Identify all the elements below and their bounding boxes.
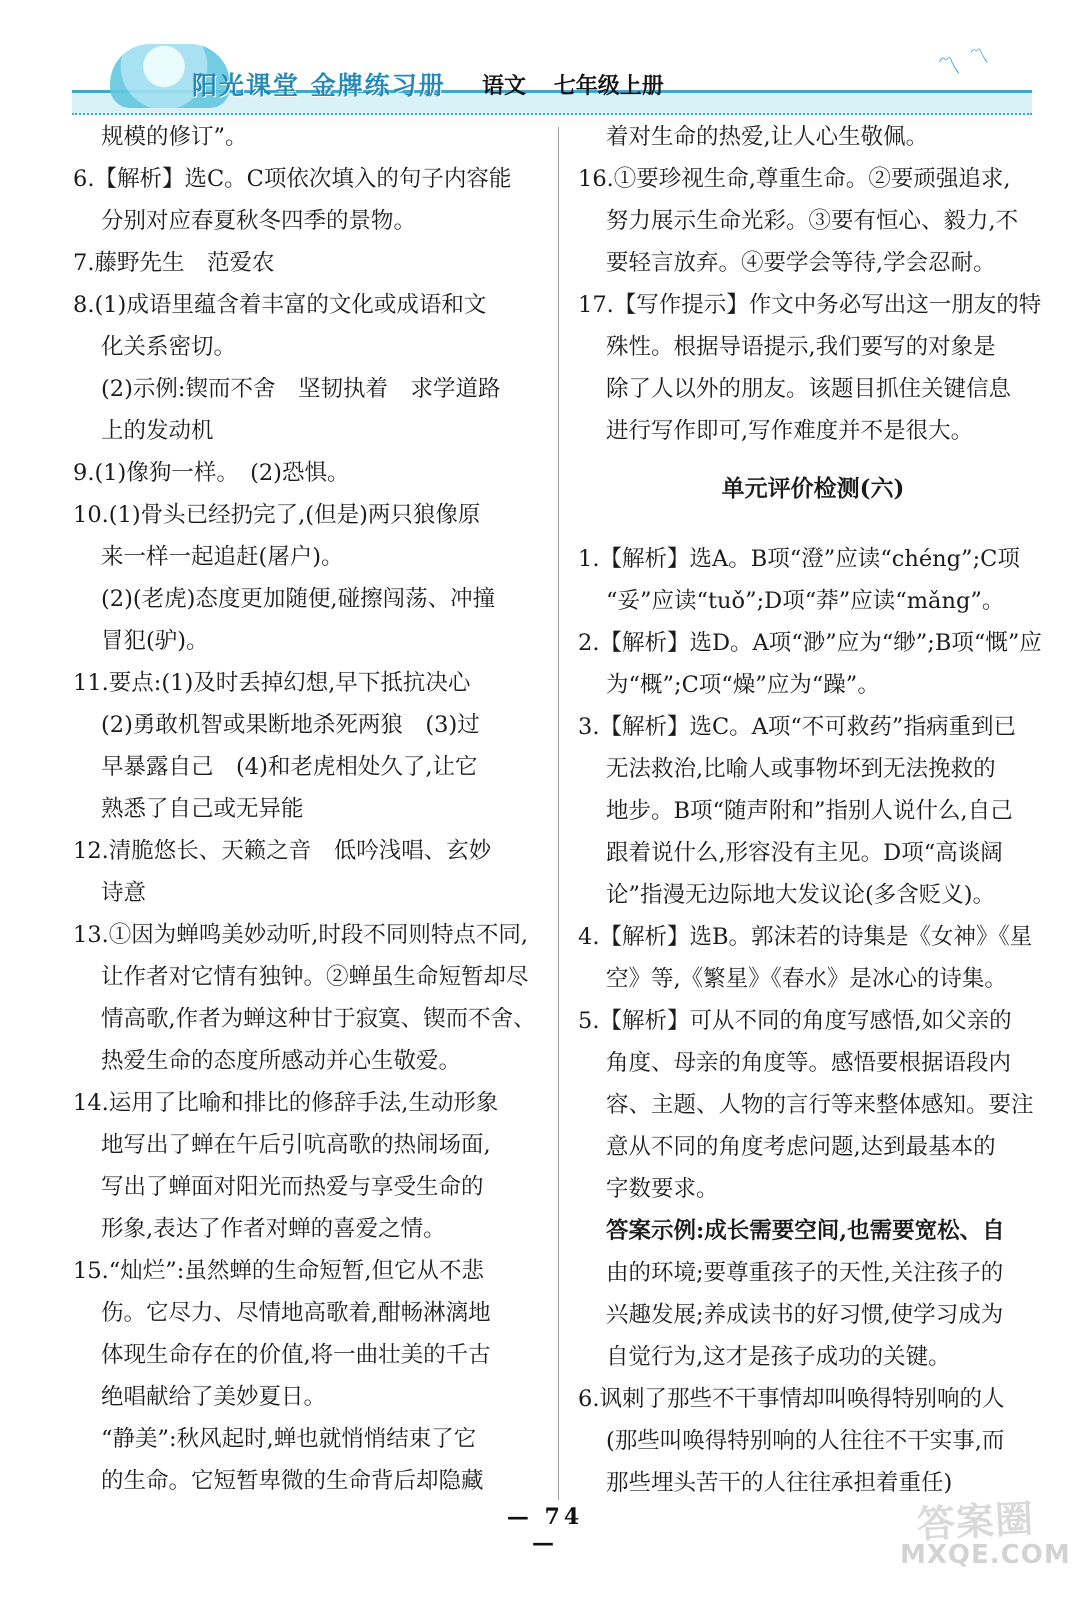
grade-label: 七年级上册 (553, 73, 664, 99)
text-line: 伤。它尽力、尽情地高歌着,酣畅淋漓地 (101, 1300, 491, 1326)
column-divider (558, 127, 559, 1500)
text-line: 无法救治,比喻人或事物坏到无法挽救的 (606, 756, 996, 782)
answer-item-9: 9.(1)像狗一样。 (2)恐惧。 (73, 460, 350, 486)
watermark-url: MXQE.COM (900, 1540, 1071, 1570)
text-line: (2)示例:锲而不舍 坚韧执着 求学道路 (101, 376, 501, 402)
text-line: 着对生命的热爱,让人心生敬佩。 (606, 124, 929, 150)
answer-item-13: 13.①因为蝉鸣美妙动听,时段不同则特点不同, (73, 922, 529, 948)
text-line: 热爱生命的态度所感动并心生敬爱。 (101, 1048, 462, 1074)
answer-item-5: 5.【解析】可从不同的角度写感悟,如父亲的 (578, 1008, 1012, 1034)
text-line: 殊性。根据导语提示,我们要写的对象是 (606, 334, 996, 360)
left-column (73, 116, 547, 1502)
text-line: 的生命。它短暂卑微的生命背后却隐藏 (101, 1468, 484, 1494)
page-number: — 74 — (506, 1504, 584, 1556)
answer-item-15: 15.“灿烂”:虽然蝉的生命短暂,但它从不悲 (73, 1258, 485, 1284)
bird-icon: 〽 (937, 52, 961, 80)
text-line: 规模的修订”。 (101, 124, 248, 150)
text-line: 形象,表达了作者对蝉的喜爱之情。 (101, 1216, 446, 1242)
text-line: 情高歌,作者为蝉这种甘于寂寞、锲而不舍、 (101, 1006, 536, 1032)
text-line: (那些叫唤得特别响的人往往不干实事,而 (606, 1428, 1005, 1454)
answer-item-7: 7.藤野先生 范爱农 (73, 250, 275, 276)
answer-item-11: 11.要点:(1)及时丢掉幻想,早下抵抗决心 (73, 670, 471, 696)
text-line: 论”指漫无边际地大发议论(多含贬义)。 (606, 882, 996, 908)
text-line: 地步。B项“随声附和”指别人说什么,自己 (606, 798, 1013, 824)
text-line: 为“概”;C项“燥”应为“躁”。 (606, 672, 880, 698)
answer-item-2: 2.【解析】选D。A项“渺”应为“缈”;B项“慨”应 (578, 630, 1042, 656)
answer-item-1: 1.【解析】选A。B项“澄”应读“chéng”;C项 (578, 546, 1020, 572)
subject-label: 语文 (482, 73, 527, 99)
answer-example-line: 答案示例:成长需要空间,也需要宽松、自 (606, 1218, 1005, 1244)
text-line: 自觉行为,这才是孩子成功的关键。 (606, 1344, 951, 1370)
text-line: 来一样一起追赶(屠户)。 (101, 544, 344, 570)
text-line: 由的环境;要尊重孩子的天性,关注孩子的 (606, 1260, 1004, 1286)
text-line: (2)(老虎)态度更加随便,碰擦闯荡、冲撞 (101, 586, 496, 612)
right-column (578, 116, 1048, 1504)
answer-item-17: 17.【写作提示】作文中务必写出这一朋友的特 (578, 292, 1042, 318)
text-line: 跟着说什么,形容没有主见。D项“高谈阔 (606, 840, 1003, 866)
text-line: 进行写作即可,写作难度并不是很大。 (606, 418, 974, 444)
text-line: 意从不同的角度考虑问题,达到最基本的 (606, 1134, 996, 1160)
section-title: 单元评价检测(六) (721, 475, 905, 502)
text-line: 兴趣发展;养成读书的好习惯,使学习成为 (606, 1302, 1004, 1328)
text-line: (2)勇敢机智或果断地杀死两狼 (3)过 (101, 712, 480, 738)
text-line: 容、主题、人物的言行等来整体感知。要注 (606, 1092, 1034, 1118)
text-line: 除了人以外的朋友。该题目抓住关键信息 (606, 376, 1012, 402)
answer-item-3: 3.【解析】选C。A项“不可救药”指病重到已 (578, 714, 1016, 740)
answer-item-12: 12.清脆悠长、天籁之音 低吟浅唱、玄妙 (73, 838, 492, 864)
text-line: 写出了蝉面对阳光而热爱与享受生命的 (101, 1174, 484, 1200)
watermark-mark: 答案圈 (915, 1496, 1036, 1547)
text-line: 那些埋头苦干的人往往承担着重任) (606, 1470, 953, 1496)
text-line: 冒犯(驴)。 (101, 628, 209, 654)
text-line: 让作者对它情有独钟。②蝉虽生命短暂却尽 (101, 964, 529, 990)
text-line: “静美”:秋风起时,蝉也就悄悄结束了它 (101, 1426, 477, 1452)
answer-item-6-right: 6.讽刺了那些不干事情却叫唤得特别响的人 (578, 1386, 1005, 1412)
text-line: 努力展示生命光彩。③要有恒心、毅力,不 (606, 208, 1019, 234)
text-line: 角度、母亲的角度等。感悟要根据语段内 (606, 1050, 1012, 1076)
text-line: “妥”应读“tuǒ”;D项“莽”应读“mǎng”。 (606, 588, 1005, 614)
text-line: 熟悉了自己或无异能 (101, 796, 304, 822)
text-line: 绝唱献给了美妙夏日。 (101, 1384, 327, 1410)
header-meta (482, 69, 684, 100)
text-line: 上的发动机 (101, 418, 214, 444)
text-line: 体现生命存在的价值,将一曲壮美的千古 (101, 1342, 491, 1368)
text-line: 要轻言放弃。④要学会等待,学会忍耐。 (606, 250, 996, 276)
text-line: 空》等,《繁星》《春水》是冰心的诗集。 (606, 966, 1007, 992)
answer-item-6: 6.【解析】选C。C项依次填入的句子内容能 (73, 166, 512, 192)
text-line: 字数要求。 (606, 1176, 719, 1202)
answer-item-8: 8.(1)成语里蕴含着丰富的文化或成语和文 (73, 292, 487, 318)
text-line: 诗意 (101, 880, 147, 906)
answer-item-16: 16.①要珍视生命,尊重生命。②要顽强追求, (578, 166, 1011, 192)
text-line: 化关系密切。 (101, 334, 237, 360)
answer-item-14: 14.运用了比喻和排比的修辞手法,生动形象 (73, 1090, 499, 1116)
brand-title: 阳光课堂 金牌练习册 (192, 71, 446, 100)
answer-item-10: 10.(1)骨头已经扔完了,(但是)两只狼像原 (73, 502, 481, 528)
answer-item-4: 4.【解析】选B。郭沫若的诗集是《女神》《星 (578, 924, 1033, 950)
text-line: 地写出了蝉在午后引吭高歌的热闹场面, (101, 1132, 491, 1158)
text-line: 早暴露自己 (4)和老虎相处久了,让它 (101, 754, 478, 780)
page-header (72, 40, 1032, 118)
bird-icon: 〽 (969, 44, 989, 68)
text-line: 分别对应春夏秋冬四季的景物。 (101, 208, 417, 234)
